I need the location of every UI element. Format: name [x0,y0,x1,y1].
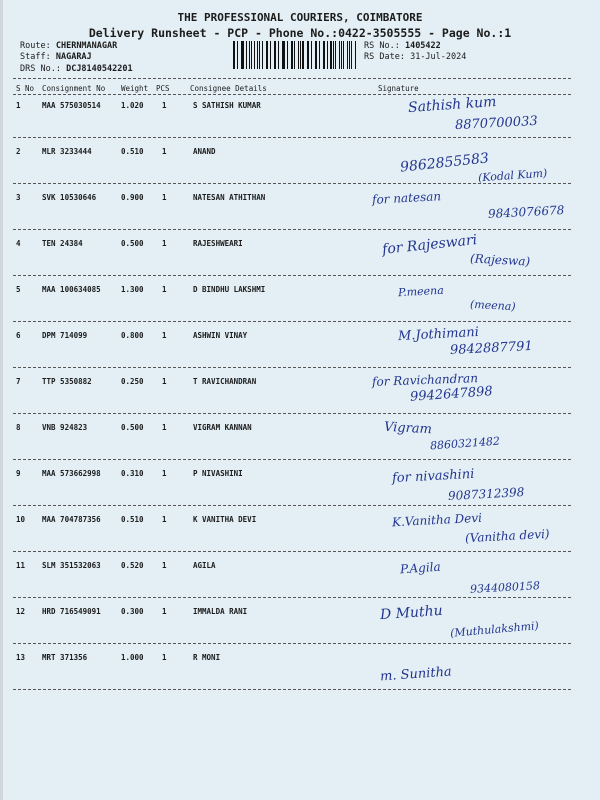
row-11-consignment: SLM 351532063 [42,561,101,570]
barcode [233,41,357,69]
signature-3-line-2: 9843076678 [487,203,565,221]
rs-date-label: RS Date: [364,52,405,62]
row-7-consignment: TTP 5350882 [42,377,92,386]
row-6-sno: 6 [16,331,21,340]
row-divider [13,275,571,276]
col-header-pcs: PCS [156,84,170,93]
row-divider [13,689,571,690]
row-9-consignee: P NIVASHINI [193,469,243,478]
row-8-sno: 8 [16,423,21,432]
row-13-consignment: MRT 371356 [42,653,88,662]
row-5-consignee: D BINDHU LAKSHMI [193,285,266,294]
signature-8-line-2: 8860321482 [429,434,501,453]
row-2-consignment: MLR 3233444 [42,147,92,156]
row-1-consignee: S SATHISH KUMAR [193,101,261,110]
signature-10-line-2: (Vanitha devi) [464,526,550,546]
row-10-sno: 10 [16,515,26,524]
row-divider [13,229,571,230]
row-1-sno: 1 [16,101,21,110]
row-3-sno: 3 [16,193,21,202]
row-10-pcs: 1 [162,515,167,524]
row-4-consignee: RAJESHWEARI [193,239,243,248]
row-4-pcs: 1 [162,239,167,248]
row-2-pcs: 1 [162,147,167,156]
staff-label: Staff: [20,52,51,62]
rs-no-line [364,41,441,51]
row-12-consignment: HRD 716549091 [42,607,101,616]
col-header-signature: Signature [378,84,419,93]
staff-value: NAGARAJ [55,52,92,62]
row-1-pcs: 1 [162,101,167,110]
drs-label: DRS No.: [20,64,61,74]
row-8-consignment: VNB 924823 [42,423,88,432]
signature-1-line-2: 8870700033 [454,113,539,134]
signature-12-line-1: D Muthu [379,602,444,624]
route-label: Route: [20,41,51,51]
row-3-consignment: SVK 10530646 [42,193,97,202]
signature-4-line-2: (Rajeswa) [469,251,531,269]
row-divider [13,643,571,644]
drs-line [20,64,133,74]
col-header-sno: S No [16,84,35,93]
rs-no-label: RS No.: [364,41,400,51]
signature-1-line-1: Sathish kum [407,93,497,117]
row-8-pcs: 1 [162,423,167,432]
row-5-consignment: MAA 100634085 [42,285,101,294]
row-3-weight: 0.900 [121,193,144,202]
drs-value: DCJ8140542201 [66,64,133,74]
rs-date-line [364,52,466,62]
row-divider [13,137,571,138]
row-11-consignee: AGILA [193,561,216,570]
row-5-pcs: 1 [162,285,167,294]
row-4-sno: 4 [16,239,21,248]
signature-2-line-2: (Kodal Kum) [477,166,548,185]
row-12-consignee: IMMALDA RANI [193,607,248,616]
row-4-weight: 0.500 [121,239,144,248]
signature-5-line-1: P.meena [397,283,445,300]
row-7-sno: 7 [16,377,21,386]
row-6-pcs: 1 [162,331,167,340]
row-2-weight: 0.510 [121,147,144,156]
signature-8-line-1: Vigram [383,419,433,438]
row-8-weight: 0.500 [121,423,144,432]
signature-9-line-2: 9087312398 [447,485,525,503]
row-divider [13,413,571,414]
page-edge [0,0,3,800]
row-12-pcs: 1 [162,607,167,616]
signature-9-line-1: for nivashini [391,466,475,487]
row-divider [13,551,571,552]
row-12-weight: 0.300 [121,607,144,616]
row-4-consignment: TEN 24384 [42,239,83,248]
row-3-pcs: 1 [162,193,167,202]
signature-4-line-1: for Rajeswari [381,232,478,258]
row-1-weight: 1.020 [121,101,144,110]
staff-line [20,52,92,62]
row-7-pcs: 1 [162,377,167,386]
signature-6-line-2: 9842887791 [449,338,534,359]
row-10-consignment: MAA 704787356 [42,515,101,524]
row-7-weight: 0.250 [121,377,144,386]
company-title: THE PROFESSIONAL COURIERS, COIMBATORE [177,11,423,24]
row-divider [13,321,571,322]
row-5-weight: 1.300 [121,285,144,294]
row-2-consignee: ANAND [193,147,216,156]
row-9-consignment: MAA 573662998 [42,469,101,478]
row-11-pcs: 1 [162,561,167,570]
row-10-weight: 0.510 [121,515,144,524]
header-top-rule [13,78,571,79]
row-12-sno: 12 [16,607,26,616]
row-9-sno: 9 [16,469,21,478]
row-1-consignment: MAA 575030514 [42,101,101,110]
runsheet-subtitle: Delivery Runsheet - PCP - Phone No.:0422-3505555 - Page No.:1 [88,26,512,40]
signature-3-line-1: for natesan [371,189,442,207]
signature-2-line-1: 9862855583 [399,150,490,176]
signature-7-line-1: for Ravichandran [371,371,479,389]
row-divider [13,459,571,460]
row-13-pcs: 1 [162,653,167,662]
signature-11-line-2: 9344080158 [469,579,541,596]
row-9-pcs: 1 [162,469,167,478]
col-header-consignee: Consignee Details [190,84,267,93]
row-11-sno: 11 [16,561,26,570]
rs-no-value: 1405422 [404,41,441,51]
row-13-weight: 1.000 [121,653,144,662]
row-13-consignee: R MONI [193,653,221,662]
row-11-weight: 0.520 [121,561,144,570]
row-divider [13,505,571,506]
row-divider [13,367,571,368]
row-3-consignee: NATESAN ATHITHAN [193,193,266,202]
row-divider [13,597,571,598]
row-13-sno: 13 [16,653,26,662]
col-header-consignment: Consignment No [42,84,106,93]
row-6-consignment: DPM 714099 [42,331,88,340]
signature-6-line-1: M.Jothimani [397,324,480,345]
row-6-weight: 0.800 [121,331,144,340]
row-10-consignee: K VANITHA DEVI [193,515,257,524]
route-value: CHERNMANAGAR [55,41,118,51]
row-6-consignee: ASHWIN VINAY [193,331,248,340]
signature-5-line-2: (meena) [469,297,516,314]
row-9-weight: 0.310 [121,469,144,478]
col-header-weight: Weight [121,84,149,93]
row-7-consignee: T RAVICHANDRAN [193,377,257,386]
signature-11-line-1: P.Agila [399,559,442,577]
signature-7-line-2: 9942647898 [409,384,494,405]
signature-13-line-1: m. Sunitha [379,664,453,685]
signature-10-line-1: K.Vanitha Devi [391,510,483,530]
rs-date-value: 31-Jul-2024 [410,52,467,62]
route-line [20,41,117,51]
signature-12-line-2: (Muthulakshmi) [449,619,540,640]
row-5-sno: 5 [16,285,21,294]
row-8-consignee: VIGRAM KANNAN [193,423,252,432]
row-2-sno: 2 [16,147,21,156]
